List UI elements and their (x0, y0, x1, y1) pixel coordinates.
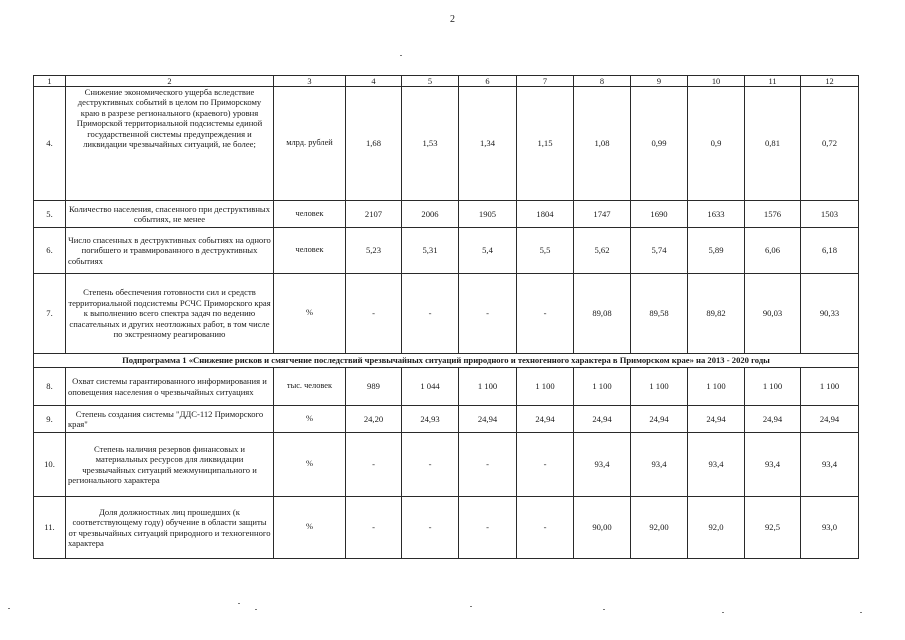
value-cell: - (517, 497, 574, 559)
row-number: 5. (34, 201, 66, 228)
indicator-name: Охват системы гарантированного информирования и оповещения населения о чрезвычайных ситуациях (66, 368, 274, 406)
value-cell: 1,08 (574, 87, 631, 201)
subprogram-title: Подпрограмма 1 «Снижение рисков и смягчение последствий чрезвычайных ситуаций природного и техногенного характера в Приморском крае» на 2013 - 2020 годы (34, 354, 859, 368)
value-cell: 1 100 (517, 368, 574, 406)
value-cell: 93,4 (631, 433, 688, 497)
value-cell: 0,72 (801, 87, 859, 201)
value-cell: 93,0 (801, 497, 859, 559)
value-cell: 5,4 (459, 228, 517, 274)
row-number: 6. (34, 228, 66, 274)
value-cell: 93,4 (688, 433, 745, 497)
table-row (34, 228, 859, 274)
value-cell: 989 (346, 368, 402, 406)
unit-cell: тыс. человек (274, 368, 346, 406)
unit-cell: млрд. рублей (274, 87, 346, 201)
value-cell: - (346, 497, 402, 559)
row-number: 7. (34, 274, 66, 354)
value-cell: - (402, 274, 459, 354)
value-cell: 90,00 (574, 497, 631, 559)
value-cell: 92,5 (745, 497, 801, 559)
table-row (34, 433, 859, 497)
scan-speck (470, 606, 472, 607)
value-cell: 1 044 (402, 368, 459, 406)
value-cell: - (517, 433, 574, 497)
value-cell: - (517, 274, 574, 354)
row-number: 11. (34, 497, 66, 559)
row-number: 9. (34, 406, 66, 433)
unit-cell: % (274, 406, 346, 433)
scan-speck (400, 55, 402, 56)
value-cell: 24,94 (801, 406, 859, 433)
value-cell: 1747 (574, 201, 631, 228)
value-cell: 1804 (517, 201, 574, 228)
value-cell: 24,94 (745, 406, 801, 433)
value-cell: 5,5 (517, 228, 574, 274)
unit-cell: % (274, 274, 346, 354)
scan-speck (255, 609, 257, 610)
value-cell: - (402, 497, 459, 559)
value-cell: 1633 (688, 201, 745, 228)
value-cell: - (346, 433, 402, 497)
indicator-name: Количество населения, спасенного при деструктивных событиях, не менее (66, 201, 274, 228)
scan-speck (722, 612, 724, 613)
unit-cell: человек (274, 228, 346, 274)
indicator-name: Степень наличия резервов финансовых и материальных ресурсов для ликвидации чрезвычайных ситуаций межмуниципального и регионального характера (66, 433, 274, 497)
value-cell: 24,93 (402, 406, 459, 433)
header-cell: 2 (66, 76, 274, 87)
value-cell: 1503 (801, 201, 859, 228)
unit-cell: человек (274, 201, 346, 228)
table-row (34, 497, 859, 559)
value-cell: - (459, 274, 517, 354)
value-cell: 2107 (346, 201, 402, 228)
value-cell: 24,94 (517, 406, 574, 433)
value-cell: 0,99 (631, 87, 688, 201)
value-cell: 24,20 (346, 406, 402, 433)
row-number: 10. (34, 433, 66, 497)
value-cell: 5,62 (574, 228, 631, 274)
unit-cell: % (274, 497, 346, 559)
value-cell: 24,94 (574, 406, 631, 433)
value-cell: 90,03 (745, 274, 801, 354)
scan-speck (860, 612, 862, 613)
value-cell: 1 100 (574, 368, 631, 406)
value-cell: 1 100 (688, 368, 745, 406)
value-cell: 24,94 (459, 406, 517, 433)
scan-speck (238, 603, 240, 604)
indicator-name: Снижение экономического ущерба вследствие деструктивных событий в целом по Приморскому краю в разрезе регионального (краевого) уровня Приморской территориальной подсистемы единой государственной системы предупреждения и ликвидации чрезвычайных ситуаций, не более; (66, 87, 274, 201)
value-cell: 90,33 (801, 274, 859, 354)
value-cell: 6,06 (745, 228, 801, 274)
value-cell: 5,23 (346, 228, 402, 274)
value-cell: 1,15 (517, 87, 574, 201)
value-cell: 24,94 (631, 406, 688, 433)
value-cell: - (402, 433, 459, 497)
unit-cell: % (274, 433, 346, 497)
value-cell: 0,9 (688, 87, 745, 201)
value-cell: 6,18 (801, 228, 859, 274)
header-row (34, 76, 859, 87)
value-cell: 5,74 (631, 228, 688, 274)
table-row (34, 201, 859, 228)
subprogram-row (34, 354, 859, 368)
value-cell: 5,89 (688, 228, 745, 274)
value-cell: 93,4 (745, 433, 801, 497)
value-cell: 1690 (631, 201, 688, 228)
value-cell: 89,82 (688, 274, 745, 354)
header-cell: 6 (459, 76, 517, 87)
header-cell: 3 (274, 76, 346, 87)
indicator-name: Степень создания системы "ДДС-112 Приморского края" (66, 406, 274, 433)
table-row (34, 274, 859, 354)
page-number: 2 (450, 14, 455, 25)
header-cell: 1 (34, 76, 66, 87)
value-cell: 24,94 (688, 406, 745, 433)
header-cell: 8 (574, 76, 631, 87)
value-cell: 1 100 (459, 368, 517, 406)
value-cell: 93,4 (574, 433, 631, 497)
header-cell: 9 (631, 76, 688, 87)
value-cell: - (346, 274, 402, 354)
header-cell: 7 (517, 76, 574, 87)
indicators-table (33, 75, 859, 559)
value-cell: 0,81 (745, 87, 801, 201)
indicator-name: Доля должностных лиц прошедших (к соответствующему году) обучение в области защиты от чрезвычайных ситуаций природного и техногенного характера (66, 497, 274, 559)
value-cell: 1905 (459, 201, 517, 228)
value-cell: - (459, 497, 517, 559)
header-cell: 11 (745, 76, 801, 87)
table-row (34, 87, 859, 201)
scan-speck (603, 609, 605, 610)
value-cell: 89,08 (574, 274, 631, 354)
value-cell: 93,4 (801, 433, 859, 497)
value-cell: 1,68 (346, 87, 402, 201)
row-number: 4. (34, 87, 66, 201)
value-cell: 89,58 (631, 274, 688, 354)
value-cell: 92,0 (688, 497, 745, 559)
row-number: 8. (34, 368, 66, 406)
table-row (34, 406, 859, 433)
value-cell: 1 100 (631, 368, 688, 406)
header-cell: 4 (346, 76, 402, 87)
header-cell: 10 (688, 76, 745, 87)
table-row (34, 368, 859, 406)
scan-speck (8, 608, 10, 609)
value-cell: - (459, 433, 517, 497)
value-cell: 1576 (745, 201, 801, 228)
value-cell: 1 100 (745, 368, 801, 406)
value-cell: 1,53 (402, 87, 459, 201)
value-cell: 92,00 (631, 497, 688, 559)
indicator-name: Число спасенных в деструктивных событиях на одного погибшего и травмированного в деструктивных событиях (66, 228, 274, 274)
header-cell: 12 (801, 76, 859, 87)
value-cell: 5,31 (402, 228, 459, 274)
value-cell: 2006 (402, 201, 459, 228)
header-cell: 5 (402, 76, 459, 87)
indicator-name: Степень обеспечения готовности сил и средств территориальной подсистемы РСЧС Приморского края к выполнению всего спектра задач по ведению спасательных и других неотложных работ, в том числе по экстренному реагированию (66, 274, 274, 354)
value-cell: 1 100 (801, 368, 859, 406)
value-cell: 1,34 (459, 87, 517, 201)
